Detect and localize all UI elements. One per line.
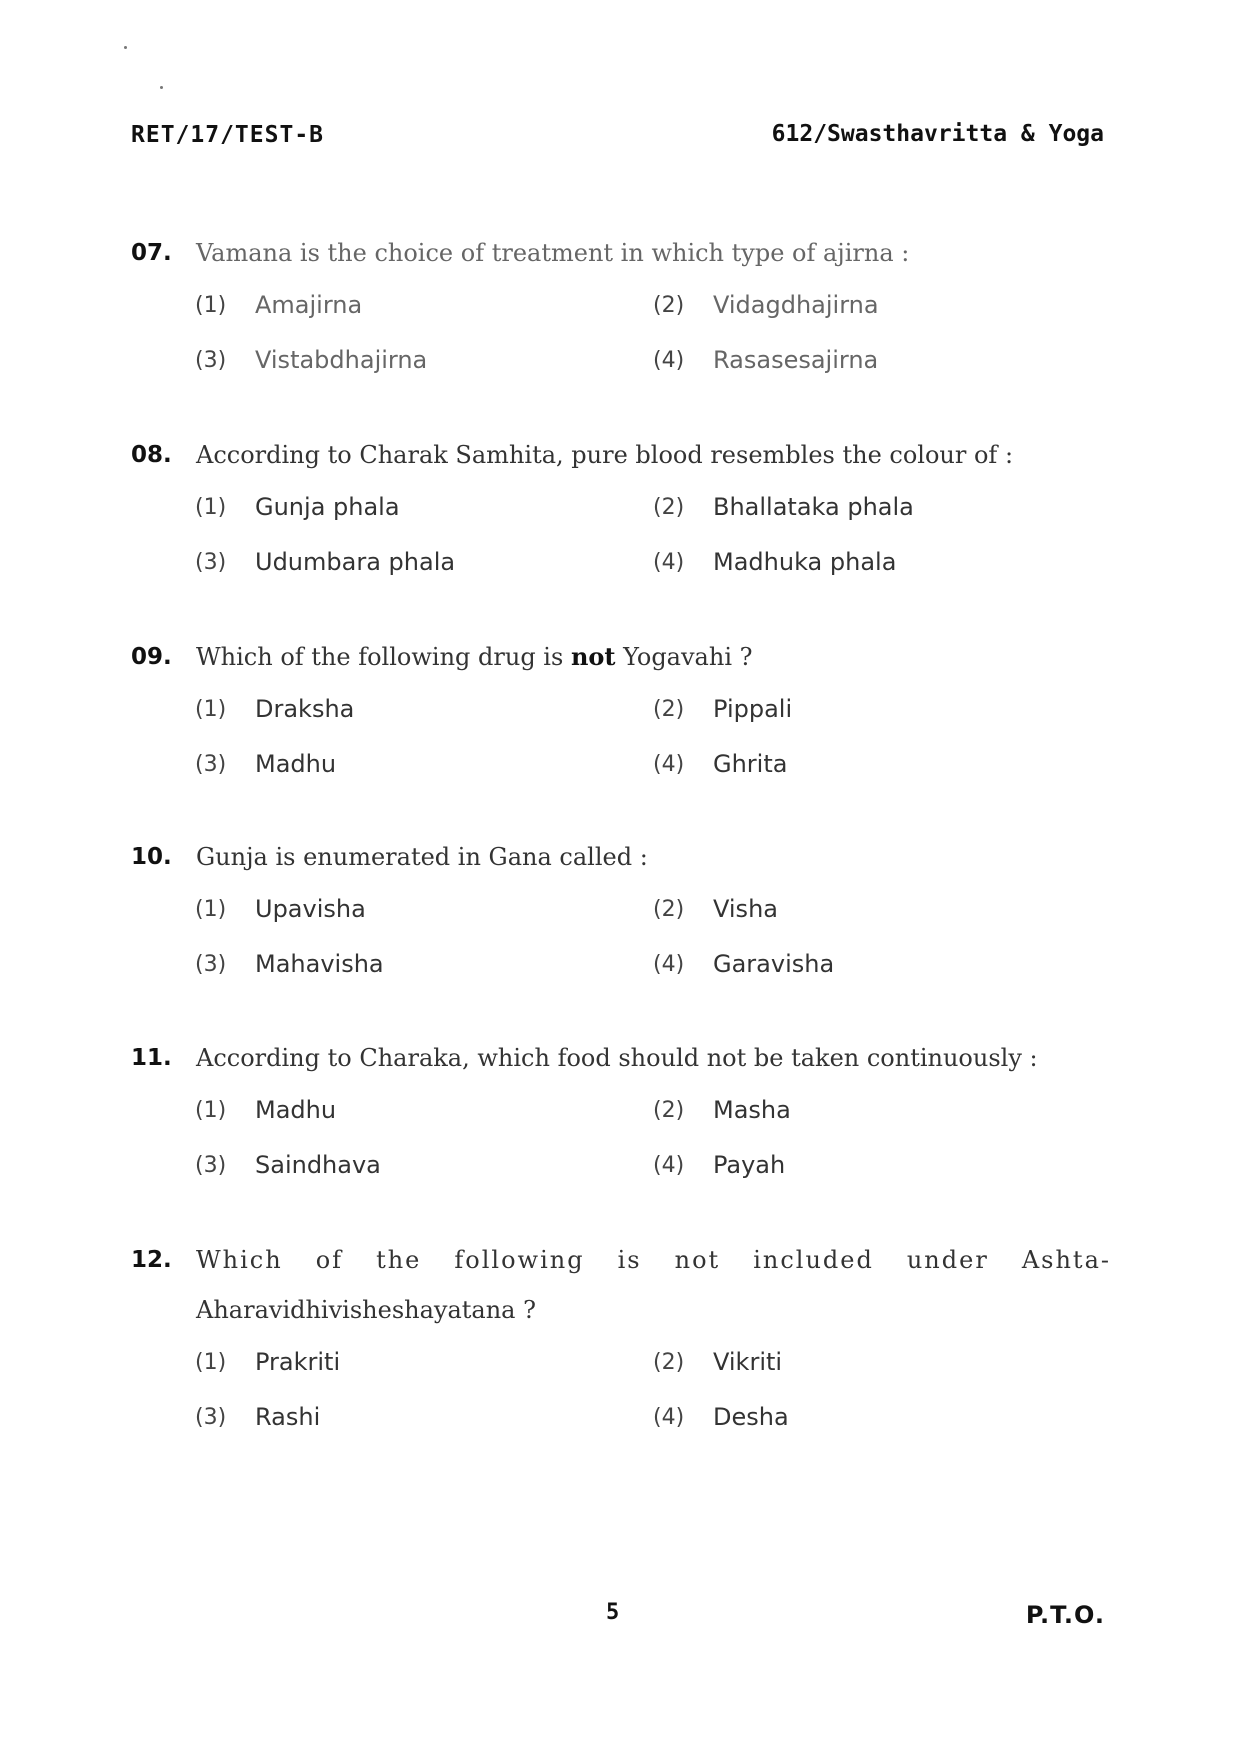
options-row — [131, 682, 1111, 737]
option-number: (1) — [195, 1350, 227, 1375]
option-text: Madhu — [255, 750, 337, 778]
option-number: (2) — [653, 897, 685, 922]
options-row — [131, 1138, 1111, 1193]
option-text: Ghrita — [713, 750, 788, 778]
option-text: Prakriti — [255, 1348, 341, 1376]
option-number: (1) — [195, 293, 227, 318]
option-number: (3) — [195, 952, 227, 977]
option-text: Draksha — [255, 695, 355, 723]
question-text — [196, 632, 753, 682]
option-text: Upavisha — [255, 895, 366, 923]
option-number: (4) — [653, 1405, 685, 1430]
options-row — [131, 1083, 1111, 1138]
question-stem — [131, 228, 1111, 278]
question-text: Which of the following is not included under Ashta- — [196, 1246, 1111, 1274]
option-number: (4) — [653, 752, 685, 777]
option-text: Garavisha — [713, 950, 835, 978]
option-number: (2) — [653, 495, 685, 520]
options-row — [131, 1335, 1111, 1390]
scan-speck — [160, 86, 163, 89]
option-text: Amajirna — [255, 291, 363, 319]
question-stem — [131, 832, 1111, 882]
question-text-line-2: Aharavidhivisheshayatana ? — [196, 1296, 536, 1324]
question-text: Vamana is the choice of treatment in which type of ajirna : — [196, 239, 910, 267]
question-stem — [131, 632, 1111, 682]
question-number: 10. — [131, 844, 172, 870]
question-text: Gunja is enumerated in Gana called : — [196, 843, 648, 871]
options-row — [131, 882, 1111, 937]
option-number: (3) — [195, 348, 227, 373]
option-number: (2) — [653, 1350, 685, 1375]
question-11 — [131, 1033, 1111, 1193]
option-number: (3) — [195, 1405, 227, 1430]
question-text-part: Yogavahi ? — [615, 643, 753, 671]
exam-code: RET/17/TEST-B — [131, 122, 325, 148]
option-text: Saindhava — [255, 1151, 381, 1179]
option-number: (3) — [195, 550, 227, 575]
option-number: (1) — [195, 495, 227, 520]
option-text: Desha — [713, 1403, 789, 1431]
option-text: Mahavisha — [255, 950, 384, 978]
option-number: (4) — [653, 952, 685, 977]
option-text: Madhuka phala — [713, 548, 897, 576]
question-10 — [131, 832, 1111, 992]
question-text: According to Charaka, which food should not be taken continuously : — [196, 1044, 1038, 1072]
option-text: Vidagdhajirna — [713, 291, 879, 319]
question-number: 12. — [131, 1247, 172, 1273]
subject-title: 612/Swasthavritta & Yoga — [771, 121, 1104, 147]
question-09 — [131, 632, 1111, 792]
option-text: Madhu — [255, 1096, 337, 1124]
question-12 — [131, 1235, 1111, 1445]
option-number: (2) — [653, 293, 685, 318]
option-number: (3) — [195, 752, 227, 777]
option-text: Vikriti — [713, 1348, 783, 1376]
option-number: (1) — [195, 697, 227, 722]
question-07 — [131, 228, 1111, 388]
question-number: 07. — [131, 240, 172, 266]
option-text: Bhallataka phala — [713, 493, 914, 521]
option-number: (4) — [653, 550, 685, 575]
option-text: Vistabdhajirna — [255, 346, 428, 374]
options-row — [131, 937, 1111, 992]
question-text-part: Which of the following drug is — [196, 643, 571, 671]
please-turn-over: P.T.O. — [1025, 1601, 1105, 1629]
question-stem — [131, 430, 1111, 480]
option-number: (2) — [653, 1098, 685, 1123]
page-number: 5 — [606, 1600, 620, 1625]
question-08 — [131, 430, 1111, 590]
question-number: 09. — [131, 644, 172, 670]
option-number: (4) — [653, 348, 685, 373]
option-text: Rasasesajirna — [713, 346, 879, 374]
scan-speck — [124, 46, 127, 49]
option-text: Visha — [713, 895, 778, 923]
question-emphasis: not — [570, 642, 616, 671]
option-number: (3) — [195, 1153, 227, 1178]
options-row — [131, 535, 1111, 590]
option-number: (1) — [195, 897, 227, 922]
options-row — [131, 278, 1111, 333]
option-text: Pippali — [713, 695, 793, 723]
option-text: Payah — [713, 1151, 786, 1179]
options-row — [131, 737, 1111, 792]
option-text: Rashi — [255, 1403, 321, 1431]
option-number: (1) — [195, 1098, 227, 1123]
options-row — [131, 480, 1111, 535]
options-row — [131, 1390, 1111, 1445]
option-text: Gunja phala — [255, 493, 400, 521]
option-text: Udumbara phala — [255, 548, 456, 576]
option-number: (4) — [653, 1153, 685, 1178]
question-text: According to Charak Samhita, pure blood resembles the colour of : — [196, 441, 1014, 469]
question-stem — [131, 1033, 1111, 1083]
question-stem — [131, 1235, 1111, 1335]
option-text: Masha — [713, 1096, 791, 1124]
question-number: 11. — [131, 1045, 172, 1071]
options-row — [131, 333, 1111, 388]
option-number: (2) — [653, 697, 685, 722]
question-number: 08. — [131, 442, 172, 468]
